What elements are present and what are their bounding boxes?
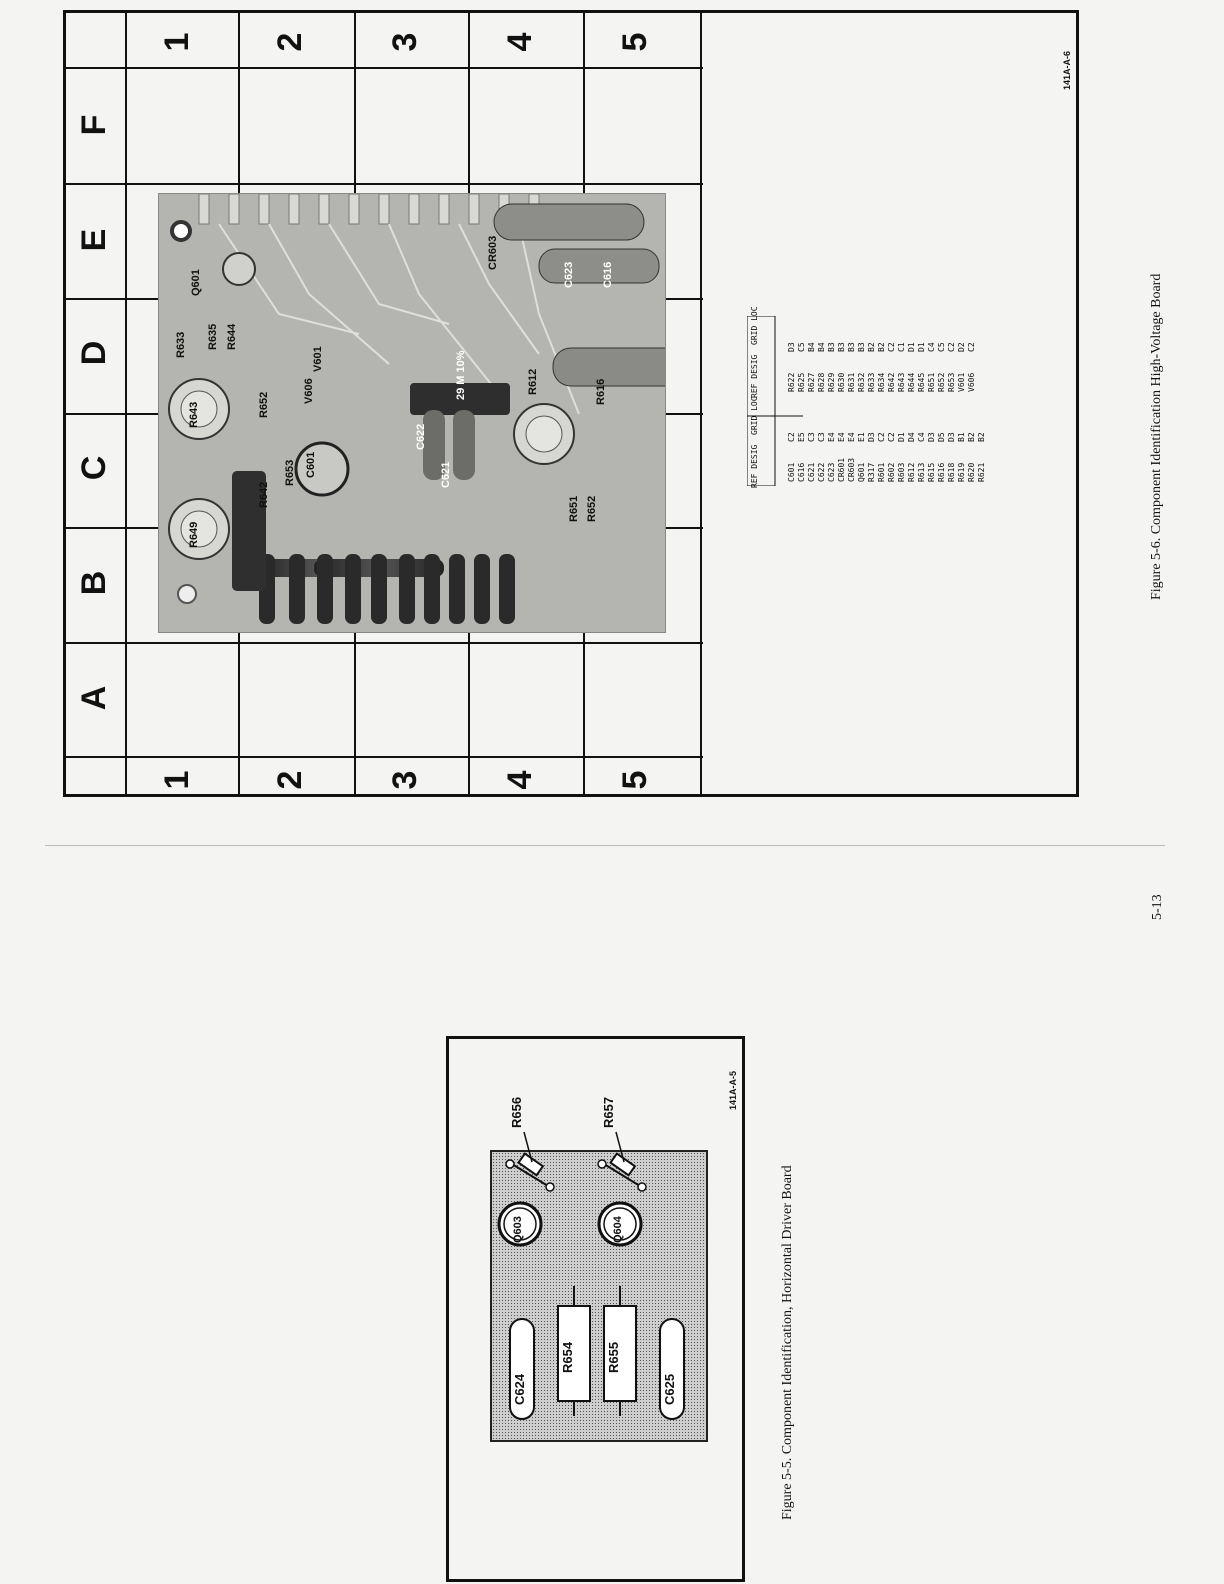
grid-row-2-right: 2 — [271, 32, 309, 52]
grid-loc: E4 — [837, 432, 846, 442]
grid-loc: D1 — [917, 342, 926, 352]
ref-desig: V606 — [967, 372, 976, 392]
ref-desig: R612 — [907, 462, 916, 482]
ref-table-left-row — [847, 432, 857, 482]
grid-loc: B1 — [957, 432, 966, 442]
grid-loc: B2 — [867, 342, 876, 352]
ref-table-left-row — [897, 432, 907, 482]
grid-loc: D4 — [907, 432, 916, 442]
ref-desig: R634 — [877, 372, 886, 392]
ref-table-right-row — [827, 342, 837, 392]
grid-row-4-right: 4 — [501, 32, 539, 52]
grid-loc: C4 — [917, 432, 926, 442]
grid-loc: D5 — [937, 432, 946, 442]
ref-table-left-row — [907, 432, 917, 482]
ref-table-left-row — [937, 432, 947, 482]
ref-desig: R618 — [947, 462, 956, 482]
ref-desig: R642 — [887, 372, 896, 392]
label-r654: R654 — [560, 1341, 575, 1373]
label-r655: R655 — [606, 1341, 621, 1373]
photo-label-r643: R643 — [188, 401, 200, 428]
ref-table-left-row — [977, 432, 987, 482]
grid-loc: B3 — [827, 342, 836, 352]
photo-label-r635: R635 — [207, 323, 219, 350]
grid-loc: D1 — [897, 432, 906, 442]
grid-loc: B3 — [857, 342, 866, 352]
ref-desig: CR603 — [847, 457, 856, 482]
ref-table-right-row — [957, 342, 967, 392]
ref-table-right-row — [927, 342, 937, 392]
grid-row-2-left: 2 — [271, 770, 309, 790]
figure-5-6-caption: Figure 5-6. Component Identification High-Voltage Board — [1149, 273, 1164, 600]
grid-row-4-left: 4 — [501, 770, 539, 790]
ref-table-left-row — [807, 432, 817, 482]
ref-desig: R630 — [837, 372, 846, 392]
photo-label-r644: R644 — [226, 323, 238, 350]
grid-col-e: E — [75, 228, 113, 252]
grid-loc: B4 — [817, 342, 826, 352]
ref-desig: V601 — [957, 372, 966, 392]
ref-table-right-row — [887, 342, 897, 392]
ref-table-right-row — [847, 342, 857, 392]
ref-desig: R602 — [887, 462, 896, 482]
board-photo-drawing — [159, 194, 666, 633]
grid-loc: C1 — [897, 342, 906, 352]
ref-desig: R632 — [857, 372, 866, 392]
grid-loc: C2 — [947, 342, 956, 352]
ref-desig: R644 — [907, 372, 916, 392]
ref-table-left-row — [957, 432, 967, 482]
ref-desig: R652 — [937, 372, 946, 392]
ref-desig: R643 — [897, 372, 906, 392]
label-c624: C624 — [512, 1373, 527, 1405]
ref-table-right-row — [817, 342, 827, 392]
grid-loc: B4 — [807, 342, 816, 352]
photo-label-r616: R616 — [595, 378, 607, 405]
photo-label-c601: C601 — [305, 451, 317, 478]
ref-desig: R625 — [797, 372, 806, 392]
ref-table-right-row — [807, 342, 817, 392]
ref-table-header-right: REF DESIG GRID LOC — [750, 306, 759, 398]
ref-table-right-row — [917, 342, 927, 392]
ref-desig: R651 — [927, 372, 936, 392]
ref-desig: R621 — [977, 462, 986, 482]
ref-table-right-row — [907, 342, 917, 392]
label-q603: Q603 — [512, 1216, 524, 1243]
grid-loc: D3 — [927, 432, 936, 442]
ref-desig: R629 — [827, 372, 836, 392]
ref-table-left-row — [967, 432, 977, 482]
grid-loc: C2 — [877, 432, 886, 442]
ref-desig: R620 — [967, 462, 976, 482]
ref-desig: R619 — [957, 462, 966, 482]
ref-table-left-row — [817, 432, 827, 482]
ref-table-right-row — [787, 342, 797, 392]
ref-table-right-row — [897, 342, 907, 392]
figure-5-5-caption: Figure 5-5. Component Identification, Horizontal Driver Board — [780, 1165, 795, 1520]
ref-table-left-row — [917, 432, 927, 482]
page-number: 5-13 — [1150, 894, 1165, 920]
figure-5-5-code: 141A-A-5 — [728, 1070, 738, 1110]
grid-col-d: D — [75, 340, 113, 366]
ref-table-left-row — [867, 432, 877, 482]
grid-loc: B3 — [847, 342, 856, 352]
photo-label-c621: C621 — [440, 461, 452, 488]
grid-loc: D1 — [907, 342, 916, 352]
grid-loc: E1 — [857, 432, 866, 442]
ref-desig: C621 — [807, 462, 816, 482]
photo-label-c616: C616 — [602, 261, 614, 288]
grid-loc: C2 — [887, 342, 896, 352]
grid-row-5-left: 5 — [616, 770, 654, 790]
ref-desig: R613 — [917, 462, 926, 482]
ref-desig: CR601 — [837, 457, 846, 482]
ref-table-left-row — [857, 432, 867, 482]
ref-desig: R601 — [877, 462, 886, 482]
grid-loc: E5 — [797, 432, 806, 442]
ref-table-right-row — [797, 342, 807, 392]
grid-row-5-right: 5 — [616, 32, 654, 52]
figure-5-6-code: 141A-A-6 — [1062, 50, 1072, 90]
grid-loc: D3 — [867, 432, 876, 442]
ref-table-right-row — [857, 342, 867, 392]
grid-loc: C2 — [887, 432, 896, 442]
label-r657: R657 — [601, 1096, 616, 1128]
ref-desig: R317 — [867, 462, 876, 482]
ref-desig: R627 — [807, 372, 816, 392]
photo-label-v601: V601 — [312, 346, 324, 372]
ref-table-right-row — [947, 342, 957, 392]
grid-loc: C5 — [797, 342, 806, 352]
photo-label-c623: C623 — [563, 261, 575, 288]
ref-desig: R653 — [947, 372, 956, 392]
ref-desig: R615 — [927, 462, 936, 482]
page-fold-line — [45, 845, 1165, 846]
grid-loc: E4 — [847, 432, 856, 442]
ref-table-left-row — [787, 432, 797, 482]
ref-desig: C616 — [797, 462, 806, 482]
ref-desig: R616 — [937, 462, 946, 482]
photo-label-v606: V606 — [303, 378, 315, 404]
grid-loc: D3 — [787, 342, 796, 352]
ref-table-left-row — [827, 432, 837, 482]
grid-row-1-right: 1 — [158, 32, 196, 52]
grid-loc: C5 — [937, 342, 946, 352]
photo-label-29m: 29 M 10% — [455, 350, 467, 400]
grid-col-a: A — [75, 685, 113, 711]
ref-desig: C622 — [817, 462, 826, 482]
grid-col-c: C — [75, 455, 113, 481]
label-q604: Q604 — [612, 1216, 624, 1243]
photo-label-r649: R649 — [188, 521, 200, 548]
ref-desig: C623 — [827, 462, 836, 482]
driver-board-components — [446, 1036, 745, 1582]
high-voltage-board-photo — [158, 193, 666, 633]
grid-col-b: B — [75, 570, 113, 596]
grid-loc: C2 — [967, 342, 976, 352]
photo-label-r612: R612 — [527, 368, 539, 395]
photo-label-r642: R642 — [258, 481, 270, 508]
label-c625: C625 — [662, 1373, 677, 1405]
grid-col-f: F — [75, 114, 113, 136]
grid-loc: E4 — [827, 432, 836, 442]
label-r656: R656 — [509, 1096, 524, 1128]
ref-desig: C601 — [787, 462, 796, 482]
ref-table-left-row — [887, 432, 897, 482]
grid-row-1-left: 1 — [158, 770, 196, 790]
ref-table-left-row — [837, 432, 847, 482]
photo-label-r653: R653 — [284, 459, 296, 486]
photo-label-r652: R652 — [586, 495, 598, 522]
grid-loc: B2 — [977, 432, 986, 442]
photo-label-r602: R652 — [258, 391, 270, 418]
ref-table-right-row — [867, 342, 877, 392]
ref-desig: R645 — [917, 372, 926, 392]
grid-loc: B2 — [967, 432, 976, 442]
ref-table-left-row — [927, 432, 937, 482]
grid-loc: C4 — [927, 342, 936, 352]
grid-loc: D2 — [957, 342, 966, 352]
grid-loc: C2 — [787, 432, 796, 442]
photo-label-r633: R633 — [175, 331, 187, 358]
ref-table-left-row — [947, 432, 957, 482]
grid-loc: C3 — [817, 432, 826, 442]
photo-label-r651: R651 — [568, 495, 580, 522]
ref-table-right-row — [937, 342, 947, 392]
ref-table-header-left: REF DESIG GRID LOC — [750, 396, 759, 488]
ref-desig: R628 — [817, 372, 826, 392]
photo-label-c622: C622 — [415, 423, 427, 450]
ref-table-right-row — [837, 342, 847, 392]
grid-loc: D3 — [947, 432, 956, 442]
photo-label-q601: Q601 — [190, 269, 202, 296]
ref-table-left-row — [797, 432, 807, 482]
ref-table-right-row — [877, 342, 887, 392]
grid-row-3-right: 3 — [386, 32, 424, 52]
grid-loc: B2 — [877, 342, 886, 352]
ref-desig: R603 — [897, 462, 906, 482]
ref-table-left-row — [877, 432, 887, 482]
ref-table-right-row — [967, 342, 977, 392]
ref-desig: R633 — [867, 372, 876, 392]
grid-loc: C3 — [807, 432, 816, 442]
ref-desig: Q601 — [857, 462, 866, 482]
grid-loc: B3 — [837, 342, 846, 352]
photo-label-cr603: CR603 — [487, 235, 499, 270]
ref-desig: R631 — [847, 372, 856, 392]
ref-desig: R622 — [787, 372, 796, 392]
grid-row-3-left: 3 — [386, 770, 424, 790]
